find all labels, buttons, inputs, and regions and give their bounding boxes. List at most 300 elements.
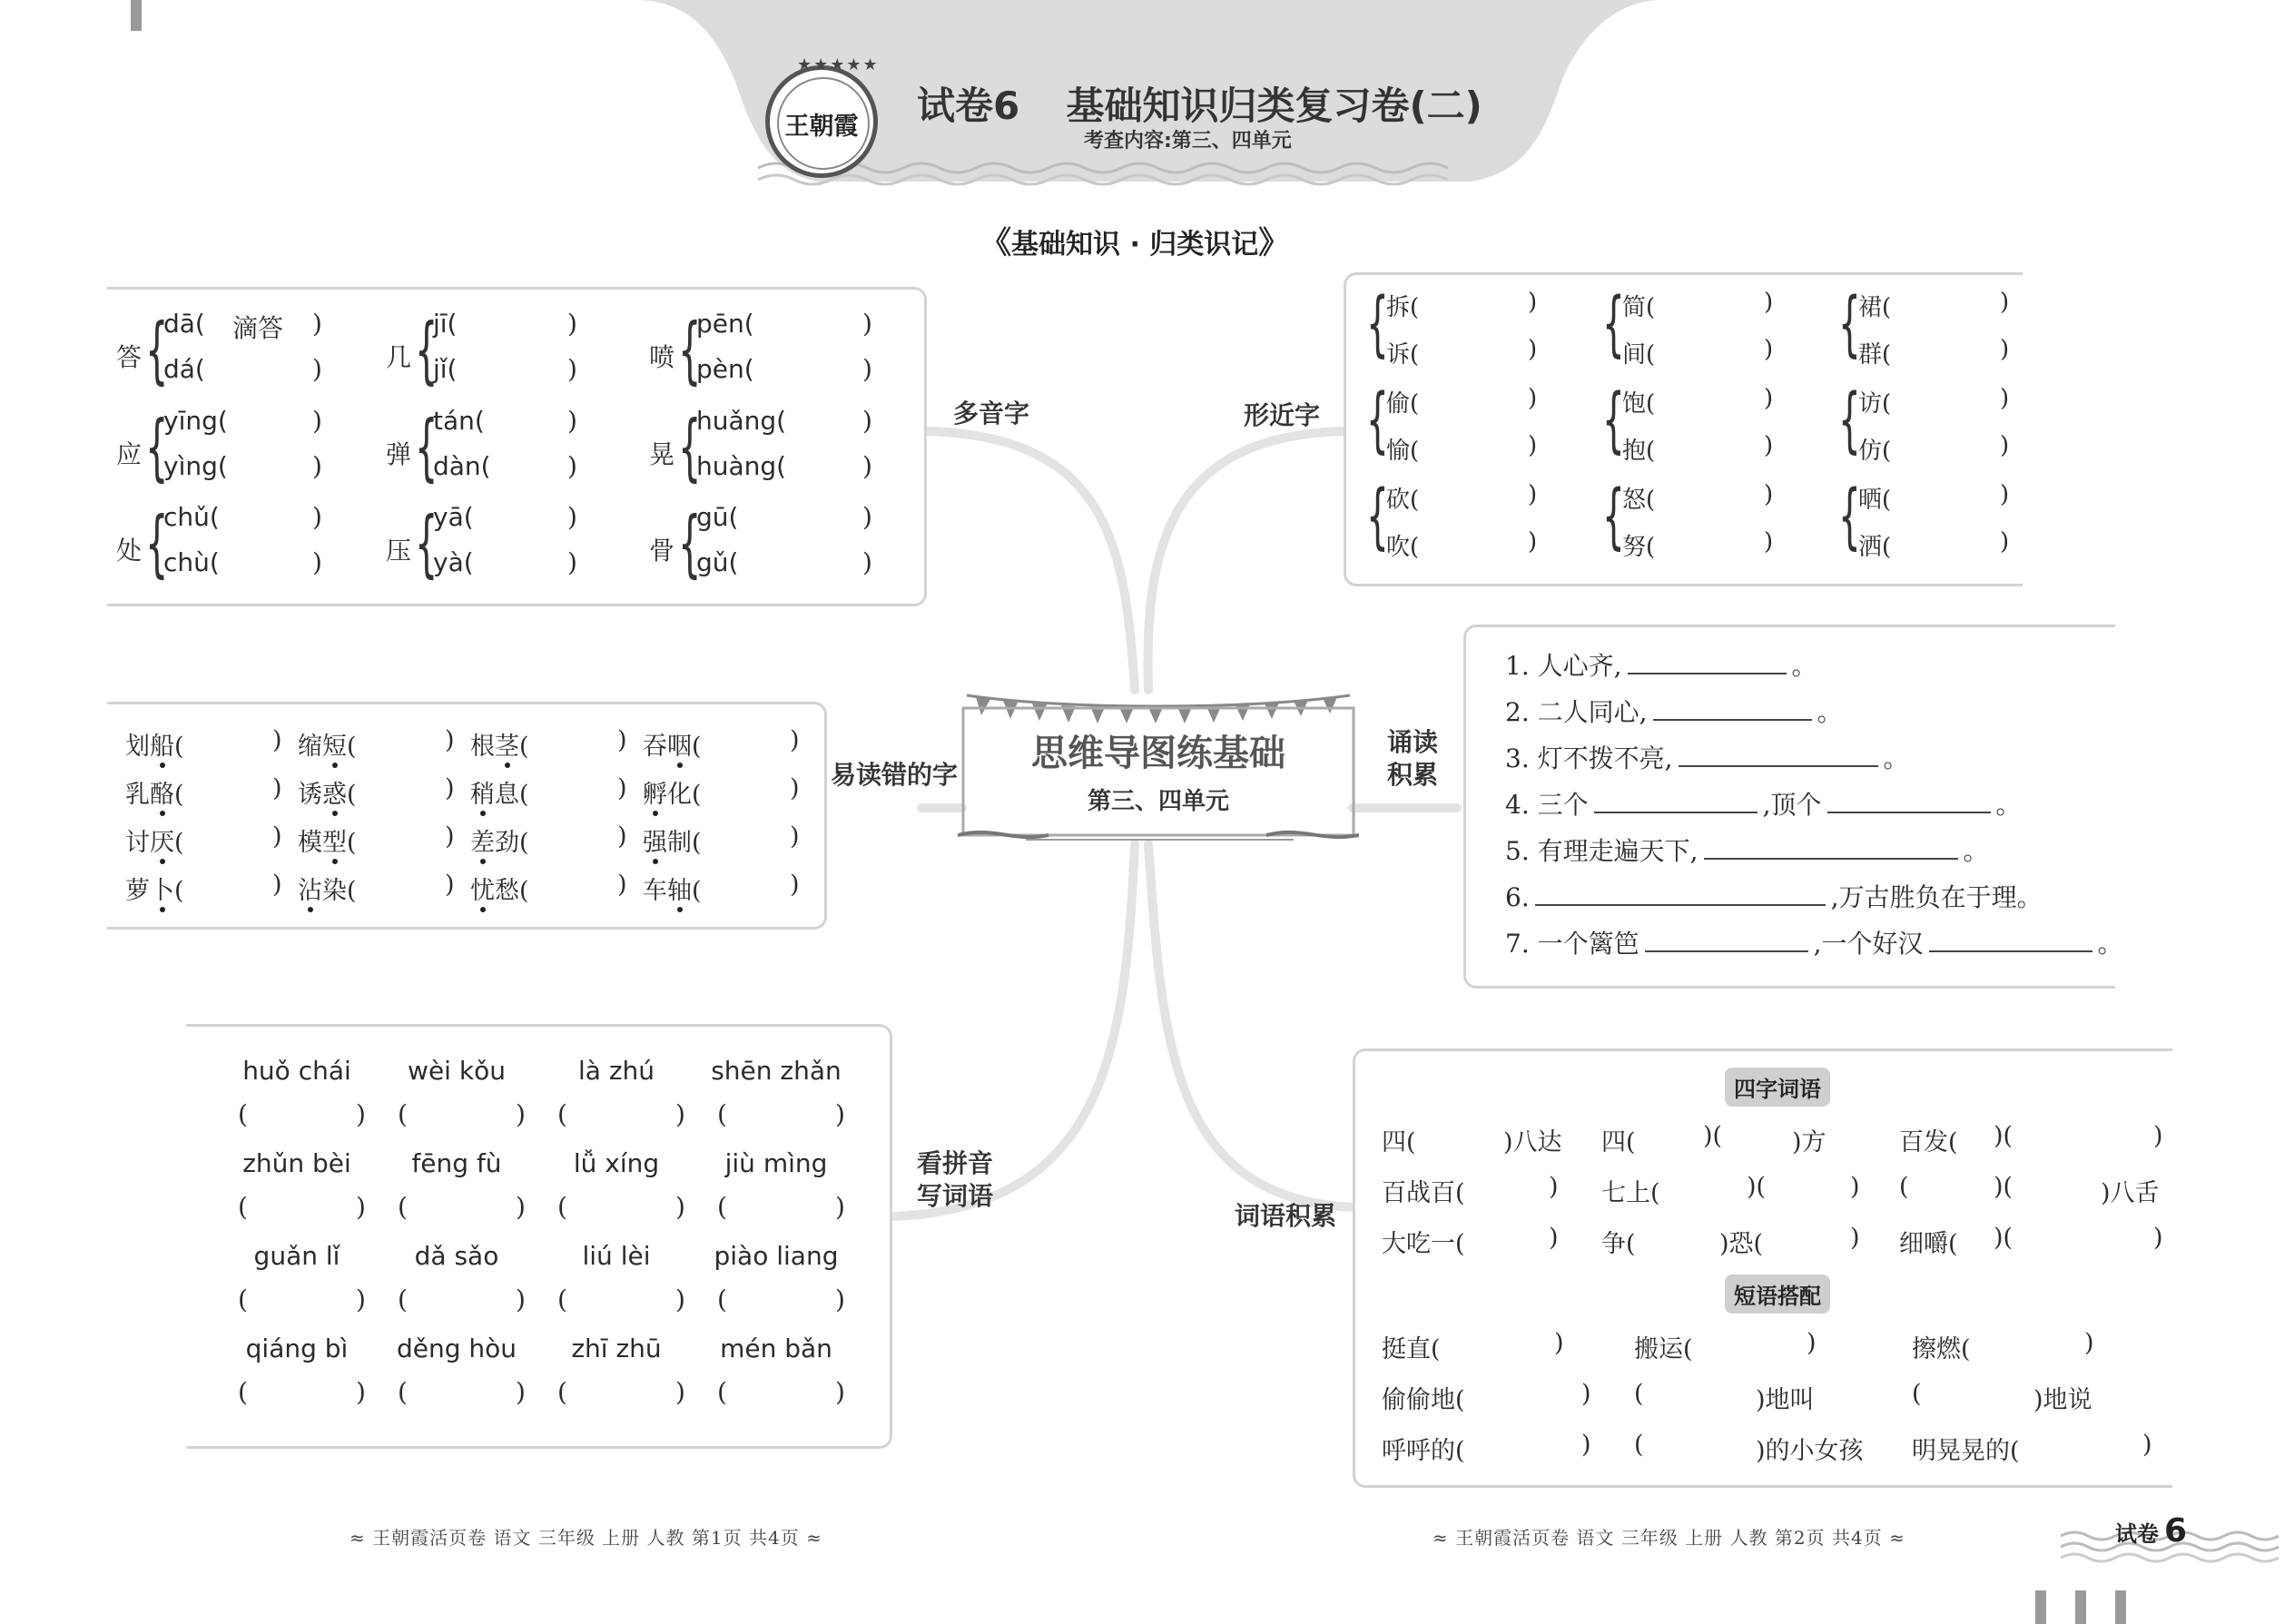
misread-word[interactable] — [470, 822, 627, 858]
misread-char: 强 — [643, 829, 667, 857]
polyphonic-char: 几 — [386, 342, 412, 372]
similar-char[interactable]: 愉( — [1386, 438, 1420, 465]
reading-2: yà( — [433, 547, 474, 577]
paren-open: ( — [557, 1099, 567, 1129]
paren-close: ) — [312, 309, 322, 339]
similar-pair — [1366, 283, 1575, 379]
misread-char: 乳 — [125, 781, 150, 809]
paren-open: ( — [717, 1099, 727, 1129]
vocab-fragment: )的小女孩 — [1756, 1437, 1864, 1465]
misread-char: 诱 — [298, 781, 322, 809]
branch-pinyin — [917, 1147, 993, 1213]
misread-char: 轴 — [667, 877, 692, 905]
similar-char[interactable]: 诉( — [1386, 341, 1420, 369]
paren-close: ) — [2000, 289, 2010, 316]
brace-icon: { — [415, 405, 438, 489]
paren-close: ) — [862, 451, 872, 481]
word-answer-box[interactable] — [416, 1283, 507, 1312]
paren-close: ) — [862, 354, 872, 384]
misread-word[interactable] — [643, 726, 800, 762]
misread-char: ( — [174, 781, 184, 809]
answer-blank[interactable] — [1594, 788, 1757, 813]
misread-char: ( — [519, 829, 529, 857]
similar-char[interactable]: 群( — [1858, 341, 1892, 369]
recite-item — [1505, 693, 1843, 729]
crop-mark — [2075, 1590, 2086, 1624]
paren-open: ( — [557, 1377, 567, 1407]
polyphonic-char: 答 — [116, 342, 143, 372]
word-answer-box[interactable] — [576, 1375, 666, 1404]
paren-close: ) — [567, 547, 577, 577]
polyphonic-char: 处 — [116, 536, 143, 566]
pinyin-prompt: zhǔn bèi — [242, 1148, 351, 1178]
crop-mark — [2115, 1590, 2126, 1624]
paren-close: ) — [2000, 481, 2010, 508]
misread-char: ( — [347, 877, 357, 905]
brace-icon: { — [145, 501, 169, 586]
vocab-prompt[interactable]: 四( — [1382, 1128, 1416, 1156]
recite-prompt: 1. 人心齐, — [1505, 651, 1622, 681]
misread-char: ( — [347, 829, 357, 857]
similar-char[interactable]: 吹( — [1386, 534, 1420, 561]
word-answer-box[interactable] — [576, 1283, 666, 1312]
misread-word[interactable] — [470, 871, 627, 906]
similar-char[interactable]: 努( — [1622, 534, 1656, 561]
vocab-prompt[interactable]: )( — [1747, 1173, 1767, 1201]
polyphonic-char: 晃 — [649, 439, 675, 469]
vocab-prompt[interactable]: )恐( — [1719, 1230, 1764, 1258]
vocab-prompt[interactable]: )( — [1994, 1122, 2013, 1150]
polyphonic-char: 骨 — [649, 536, 675, 566]
paren-close: ) — [1528, 481, 1538, 508]
misread-char: 化 — [667, 781, 692, 809]
paren-open: ( — [557, 1284, 567, 1314]
similar-pair — [1602, 476, 1811, 572]
vocab-fragment: ) — [2084, 1329, 2094, 1357]
crop-mark — [2035, 1590, 2046, 1624]
brace-icon: { — [678, 501, 702, 586]
misread-char: 惑 — [322, 781, 347, 809]
word-answer-box[interactable] — [416, 1375, 507, 1404]
similar-char[interactable]: 简( — [1622, 294, 1656, 321]
vocab-fragment: ) — [1581, 1380, 1591, 1408]
page-title: 基础知识归类复习卷(二) — [1066, 84, 1482, 128]
paren-close: ) — [2000, 336, 2010, 363]
paren-open: ( — [398, 1284, 408, 1314]
paren-close: ) — [675, 1099, 685, 1129]
tag-four-char: 四字词语 — [1725, 1068, 1830, 1107]
vocab-prompt[interactable]: 七上( — [1601, 1179, 1660, 1207]
paren-close: ) — [445, 871, 455, 899]
vocab-prompt[interactable]: 大吃一( — [1382, 1230, 1465, 1258]
paren-close: ) — [312, 547, 322, 577]
paren-close: ) — [516, 1192, 526, 1222]
vocab-fragment: ) — [2153, 1122, 2163, 1150]
misread-word[interactable] — [643, 822, 800, 858]
brace-icon: { — [1838, 476, 1861, 557]
reading-2: huàng( — [696, 451, 787, 481]
recite-end: 。 — [1995, 790, 2022, 820]
word-answer-box[interactable] — [735, 1283, 826, 1312]
reading-1: yā( — [433, 502, 474, 532]
brace-icon: { — [1366, 476, 1389, 557]
misread-char: ( — [174, 733, 184, 761]
center-subtitle: 第三、四单元 — [1087, 788, 1229, 815]
reading-1: huǎng( — [696, 406, 787, 436]
misread-char: 卜 — [150, 877, 174, 905]
misread-word[interactable] — [298, 726, 455, 762]
similar-pair — [1366, 379, 1575, 476]
misread-word[interactable] — [470, 774, 627, 810]
paren-close: ) — [445, 774, 455, 802]
word-answer-box[interactable] — [735, 1375, 826, 1404]
vocab-fragment: ) — [1850, 1224, 1860, 1252]
paren-close: ) — [675, 1192, 685, 1222]
misread-char: ( — [692, 733, 702, 761]
pinyin-prompt: děng hòu — [396, 1334, 517, 1363]
polyphonic-group — [116, 502, 389, 593]
misread-char: 缩 — [298, 733, 322, 761]
paren-close: ) — [790, 726, 800, 754]
paren-close: ) — [617, 822, 627, 851]
vocab-prompt[interactable]: ( — [1634, 1380, 1644, 1408]
recite-end: 。 — [1883, 743, 1909, 773]
pinyin-prompt: mén bǎn — [720, 1334, 832, 1363]
word-answer-box[interactable] — [256, 1283, 347, 1312]
polyphonic-char: 弹 — [386, 439, 412, 469]
paren-close: ) — [445, 822, 455, 851]
reading-2: dá( — [163, 354, 205, 384]
answer-blank[interactable] — [1645, 927, 1808, 952]
pinyin-prompt: piào liang — [714, 1241, 839, 1271]
misread-char: 稍 — [470, 781, 495, 809]
vocab-prompt[interactable]: 偷偷地( — [1382, 1386, 1465, 1414]
recite-prompt: 3. 灯不拨不亮, — [1505, 743, 1673, 773]
paren-open: ( — [398, 1377, 408, 1407]
brace-icon: { — [678, 308, 702, 392]
pinyin-prompt: lǚ xíng — [573, 1148, 660, 1178]
paren-close: ) — [516, 1099, 526, 1129]
branch-recite-line2: 积累 — [1387, 760, 1439, 790]
polyphonic-group — [116, 406, 389, 497]
misread-word[interactable] — [298, 774, 455, 810]
paren-open: ( — [557, 1192, 567, 1222]
paren-close: ) — [835, 1284, 845, 1314]
paren-close: ) — [312, 502, 322, 532]
answer-blank[interactable] — [1628, 649, 1787, 674]
answer-1[interactable]: 滴答 — [232, 313, 284, 343]
paren-close: ) — [862, 547, 872, 577]
polyphonic-group — [649, 406, 921, 497]
pinyin-prompt: shēn zhǎn — [711, 1056, 842, 1086]
misread-box — [107, 702, 827, 930]
misread-word[interactable] — [298, 871, 455, 906]
word-answer-box[interactable] — [256, 1375, 347, 1404]
paren-close: ) — [1528, 528, 1538, 556]
answer-blank[interactable] — [1535, 881, 1826, 906]
polyphonic-char: 喷 — [649, 342, 675, 372]
recite-prompt: 6. — [1505, 882, 1530, 912]
pinyin-prompt: guǎn lǐ — [253, 1241, 340, 1271]
reading-1: yīng( — [163, 406, 228, 436]
paren-close: ) — [675, 1284, 685, 1314]
misread-char: 劲 — [495, 829, 519, 857]
vocab-fragment: ) — [1581, 1431, 1591, 1459]
paper-label: 试卷6 — [917, 84, 1020, 128]
paren-close: ) — [835, 1099, 845, 1129]
misread-word[interactable] — [125, 726, 282, 762]
misread-word[interactable] — [125, 822, 282, 858]
paren-close: ) — [2000, 432, 2010, 459]
center-banner — [958, 690, 1359, 849]
vocab-prompt[interactable]: ( — [1912, 1380, 1922, 1408]
recite-item — [1505, 832, 1989, 868]
vocab-prompt[interactable]: ( — [1634, 1431, 1644, 1459]
word-answer-box[interactable] — [576, 1097, 666, 1127]
paren-close: ) — [272, 822, 282, 851]
tag-phrase-match: 短语搭配 — [1725, 1275, 1830, 1314]
branch-recite — [1387, 726, 1438, 792]
vocab-prompt[interactable]: 细嚼( — [1899, 1230, 1958, 1258]
recite-item — [1505, 785, 2022, 822]
misread-char: 型 — [322, 829, 347, 857]
vocab-prompt[interactable]: 百发( — [1899, 1128, 1958, 1156]
answer-blank[interactable] — [1929, 927, 2092, 952]
paren-close: ) — [567, 354, 577, 384]
paren-close: ) — [1528, 385, 1538, 412]
paren-close: ) — [516, 1284, 526, 1314]
brace-icon: { — [1602, 379, 1625, 461]
branch-similar: 形近字 — [1244, 400, 1321, 430]
misread-char: 根 — [470, 733, 495, 761]
reading-1: chǔ( — [163, 502, 220, 532]
paren-close: ) — [445, 726, 455, 754]
brace-icon: { — [1838, 283, 1861, 365]
recite-prompt: 5. 有理走遍天下, — [1505, 836, 1698, 866]
branch-pinyin-line2: 写词语 — [917, 1181, 994, 1211]
misread-char: 孵 — [643, 781, 667, 809]
polyphonic-group — [386, 502, 658, 593]
similar-char[interactable]: 裙( — [1858, 294, 1892, 321]
polyphonic-char: 压 — [386, 536, 412, 566]
paren-close: ) — [862, 406, 872, 436]
misread-word[interactable] — [125, 871, 282, 906]
similar-char[interactable]: 仿( — [1858, 438, 1892, 465]
paren-close: ) — [1764, 432, 1774, 459]
paren-close: ) — [675, 1377, 685, 1407]
word-answer-box[interactable] — [256, 1190, 347, 1219]
answer-blank[interactable] — [1679, 742, 1878, 767]
paren-open: ( — [238, 1377, 248, 1407]
reading-2: jǐ( — [433, 354, 458, 384]
paren-close: ) — [567, 451, 577, 481]
paren-close: ) — [312, 406, 322, 436]
misread-char: 染 — [322, 877, 347, 905]
similar-char[interactable]: 晒( — [1858, 487, 1892, 514]
misread-word[interactable] — [643, 774, 800, 810]
misread-word[interactable] — [125, 774, 282, 810]
misread-char: ( — [692, 877, 702, 905]
misread-char: 车 — [643, 877, 667, 905]
paren-close: ) — [790, 871, 800, 899]
section-title: 《基础知识 · 归类识记》 — [980, 225, 1290, 261]
vocab-prompt[interactable]: 百战百( — [1382, 1179, 1465, 1207]
vocab-prompt[interactable]: 明晃晃的( — [1912, 1437, 2020, 1465]
misread-char: ( — [519, 781, 529, 809]
paren-close: ) — [2000, 385, 2010, 412]
brace-icon: { — [145, 308, 169, 392]
pinyin-prompt: jiù mìng — [724, 1148, 828, 1178]
similar-char[interactable]: 洒( — [1858, 534, 1892, 561]
paren-close: ) — [1528, 289, 1538, 316]
word-answer-box[interactable] — [256, 1097, 347, 1127]
vocab-fragment: ) — [1807, 1329, 1816, 1357]
misread-char: 忧 — [470, 877, 495, 905]
similar-char[interactable]: 怒( — [1622, 487, 1656, 514]
exam-scope: 考查内容:第三、四单元 — [1084, 130, 1292, 153]
polyphonic-group — [649, 502, 921, 593]
paren-close: ) — [272, 774, 282, 802]
paren-open: ( — [717, 1284, 727, 1314]
recite-mid: ,一个好汉 — [1813, 929, 1924, 959]
vocab-fragment: )地叫 — [1756, 1386, 1815, 1414]
similar-pair — [1838, 283, 2047, 379]
vocab-fragment: )方 — [1792, 1128, 1826, 1156]
vocab-fragment: ) — [2153, 1224, 2163, 1252]
misread-char: 制 — [667, 829, 692, 857]
vocab-prompt[interactable]: 挺直( — [1382, 1335, 1441, 1363]
branch-vocab: 词语积累 — [1235, 1201, 1337, 1231]
misread-char: 茎 — [495, 733, 519, 761]
misread-char: ( — [519, 733, 529, 761]
reading-1: tán( — [433, 406, 485, 436]
paren-close: ) — [1528, 432, 1538, 459]
word-answer-box[interactable] — [735, 1097, 826, 1127]
paper-tag-number: 6 — [2164, 1512, 2188, 1550]
misread-word[interactable] — [470, 726, 627, 762]
paren-close: ) — [862, 309, 872, 339]
paren-close: ) — [790, 774, 800, 802]
similar-char[interactable]: 拆( — [1386, 294, 1420, 321]
similar-char[interactable]: 间( — [1622, 341, 1656, 369]
misread-char: 沾 — [298, 877, 322, 905]
misread-char: ( — [174, 877, 184, 905]
paren-close: ) — [567, 406, 577, 436]
vocab-prompt[interactable]: 争( — [1601, 1230, 1636, 1258]
brace-icon: { — [1602, 476, 1625, 557]
misread-char: 息 — [495, 781, 519, 809]
reading-1: jī( — [433, 309, 458, 339]
footer-left: ≈ 王朝霞活页卷 语文 三年级 上册 人教 第1页 共4页 ≈ — [350, 1527, 822, 1549]
paren-close: ) — [356, 1192, 366, 1222]
misread-word[interactable] — [298, 822, 455, 858]
pinyin-prompt: dǎ sǎo — [414, 1241, 499, 1271]
pinyin-prompt: wèi kǒu — [408, 1056, 506, 1086]
branch-recite-line1: 诵读 — [1387, 727, 1439, 757]
similar-char[interactable]: 饱( — [1622, 390, 1656, 418]
recite-prompt: 2. 二人同心, — [1505, 697, 1648, 727]
recite-end: 。 — [2097, 929, 2123, 959]
word-answer-box[interactable] — [735, 1190, 826, 1219]
paren-close: ) — [1764, 528, 1774, 556]
similar-char[interactable]: 砍( — [1386, 487, 1420, 514]
vocab-fragment: ) — [1549, 1224, 1559, 1252]
misread-char: 讨 — [125, 829, 150, 857]
misread-char: ( — [692, 829, 702, 857]
recite-item — [1505, 878, 2043, 914]
vocab-fragment: )八舌 — [2101, 1179, 2160, 1207]
misread-char: 酪 — [150, 781, 174, 809]
vocab-prompt[interactable]: )( — [1703, 1122, 1723, 1150]
brace-icon: { — [1602, 283, 1625, 365]
vocab-fragment: ) — [1549, 1173, 1559, 1201]
paren-close: ) — [1764, 336, 1774, 363]
brace-icon: { — [1838, 379, 1861, 461]
reading-1: pēn( — [696, 309, 754, 339]
brace-icon: { — [145, 405, 169, 489]
answer-blank[interactable] — [1827, 788, 1991, 813]
paren-open: ( — [398, 1099, 408, 1129]
paper-tag — [2115, 1512, 2187, 1550]
recite-prompt: 4. 三个 — [1505, 790, 1589, 820]
polyphonic-group — [116, 309, 389, 399]
misread-char: 萝 — [125, 877, 150, 905]
branch-misread: 易读错的字 — [831, 760, 959, 790]
vocab-fragment: ) — [1850, 1173, 1860, 1201]
word-answer-box[interactable] — [416, 1097, 507, 1127]
recite-prompt: 7. 一个篱笆 — [1505, 929, 1639, 959]
paren-open: ( — [238, 1284, 248, 1314]
similar-char[interactable]: 访( — [1858, 390, 1892, 418]
vocab-prompt[interactable]: ( — [1899, 1173, 1909, 1201]
vocab-fragment: ) — [2142, 1431, 2152, 1459]
logo-stars: ★★★★★ — [797, 55, 880, 74]
word-answer-box[interactable] — [576, 1190, 666, 1219]
brace-icon: { — [1366, 379, 1389, 461]
vocab-fragment: )八达 — [1503, 1128, 1562, 1156]
vocab-prompt[interactable]: )( — [1994, 1173, 2013, 1201]
vocab-prompt[interactable]: 呼呼的( — [1382, 1437, 1465, 1465]
misread-char: 短 — [322, 733, 347, 761]
paren-close: ) — [617, 726, 627, 754]
paren-open: ( — [398, 1192, 408, 1222]
misread-char: ( — [519, 877, 529, 905]
paren-open: ( — [238, 1099, 248, 1129]
misread-word[interactable] — [643, 871, 800, 906]
paren-close: ) — [1764, 481, 1774, 508]
misread-char: ( — [692, 781, 702, 809]
vocab-prompt[interactable]: )( — [1994, 1224, 2013, 1252]
similar-char[interactable]: 抱( — [1622, 438, 1656, 465]
pinyin-prompt: là zhú — [577, 1056, 655, 1086]
recite-item — [1505, 924, 2123, 960]
answer-blank[interactable] — [1704, 834, 1958, 860]
vocab-prompt[interactable]: 擦燃( — [1912, 1335, 1971, 1363]
vocab-prompt[interactable]: 搬运( — [1634, 1335, 1693, 1363]
similar-char[interactable]: 偷( — [1386, 390, 1420, 418]
word-answer-box[interactable] — [416, 1190, 507, 1219]
misread-char: 咽 — [667, 733, 692, 761]
answer-blank[interactable] — [1653, 695, 1812, 721]
misread-char: 差 — [470, 829, 495, 857]
recite-end: ,万古胜负在于理。 — [1830, 882, 2043, 912]
similar-pair — [1366, 476, 1575, 572]
vocab-prompt[interactable]: 四( — [1601, 1128, 1636, 1156]
paren-close: ) — [790, 822, 800, 851]
brace-icon: { — [415, 308, 438, 392]
paren-close: ) — [617, 774, 627, 802]
misread-char: 厌 — [150, 829, 174, 857]
